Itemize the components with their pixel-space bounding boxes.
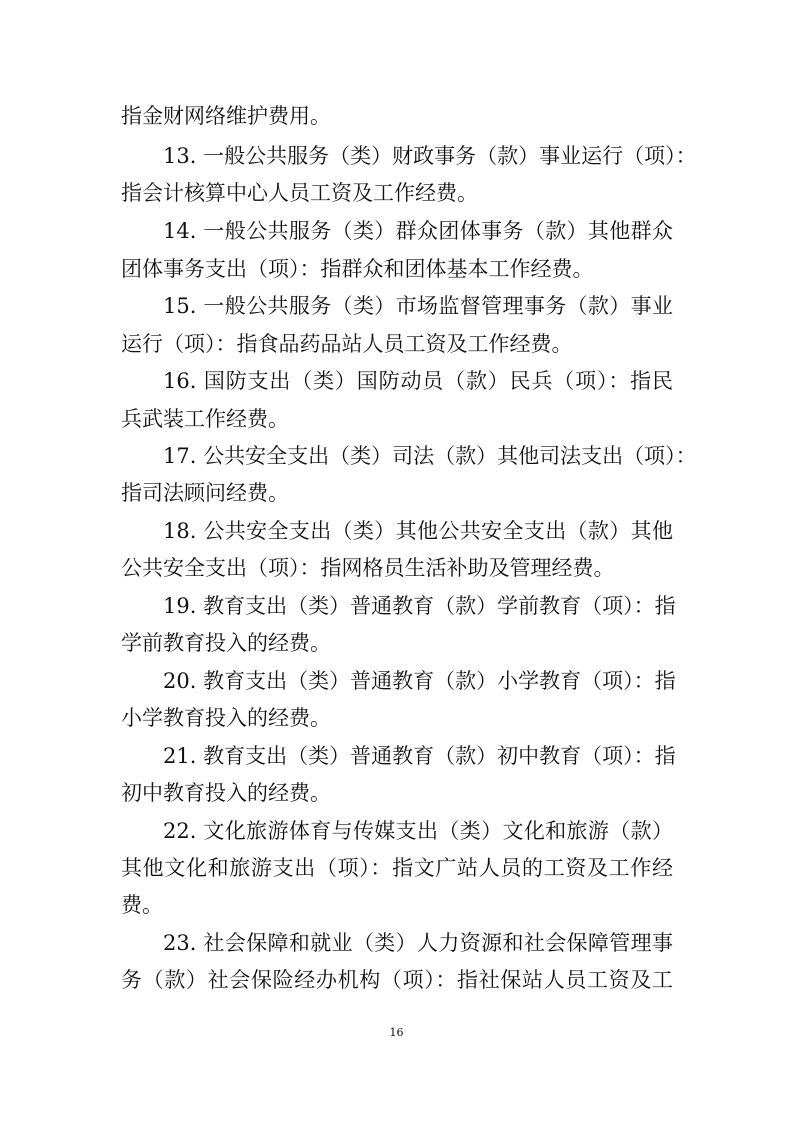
paragraph-line: 13. 一般公共服务（类）财政事务（款）事业运行（项）： xyxy=(163,144,697,168)
paragraph-line: 18. 公共安全支出（类）其他公共安全支出（款）其他 xyxy=(163,519,673,543)
paragraph-line: 小学教育投入的经费。 xyxy=(121,706,331,730)
paragraph-line: 指司法顾问经费。 xyxy=(121,481,289,505)
paragraph-line: 费。 xyxy=(121,893,163,917)
paragraph-line: 兵武装工作经费。 xyxy=(121,407,289,431)
paragraph-line: 学前教育投入的经费。 xyxy=(121,631,331,655)
page-number: 16 xyxy=(389,1026,404,1039)
paragraph-line: 16. 国防支出（类）国防动员（款）民兵（项）：指民 xyxy=(163,369,673,393)
paragraph-line: 23. 社会保障和就业（类）人力资源和社会保障管理事 xyxy=(163,931,673,955)
paragraph-line: 15. 一般公共服务（类）市场监督管理事务（款）事业 xyxy=(163,294,673,318)
paragraph-line: 17. 公共安全支出（类）司法（款）其他司法支出（项）： xyxy=(163,444,697,468)
paragraph-line: 20. 教育支出（类）普通教育（款）小学教育（项）：指 xyxy=(163,669,676,693)
paragraph-line: 其他文化和旅游支出（项）：指文广站人员的工资及工作经 xyxy=(121,856,673,880)
paragraph-line: 务（款）社会保险经办机构（项）：指社保站人员工资及工 xyxy=(121,968,673,992)
paragraph-line: 指会计核算中心人员工资及工作经费。 xyxy=(121,181,478,205)
paragraph-line: 团体事务支出（项）：指群众和团体基本工作经费。 xyxy=(121,257,594,281)
paragraph-line: 19. 教育支出（类）普通教育（款）学前教育（项）：指 xyxy=(163,594,676,618)
paragraph-line: 公共安全支出（项）：指网格员生活补助及管理经费。 xyxy=(121,556,615,580)
paragraph-line: 21. 教育支出（类）普通教育（款）初中教育（项）：指 xyxy=(163,744,676,768)
paragraph-line: 14. 一般公共服务（类）群众团体事务（款）其他群众 xyxy=(163,219,673,243)
paragraph-line: 22. 文化旅游体育与传媒支出（类）文化和旅游（款） xyxy=(163,819,673,843)
paragraph-line: 指金财网络维护费用。 xyxy=(121,104,331,128)
paragraph-line: 运行（项）：指食品药品站人员工资及工作经费。 xyxy=(121,332,573,356)
paragraph-line: 初中教育投入的经费。 xyxy=(121,781,331,805)
